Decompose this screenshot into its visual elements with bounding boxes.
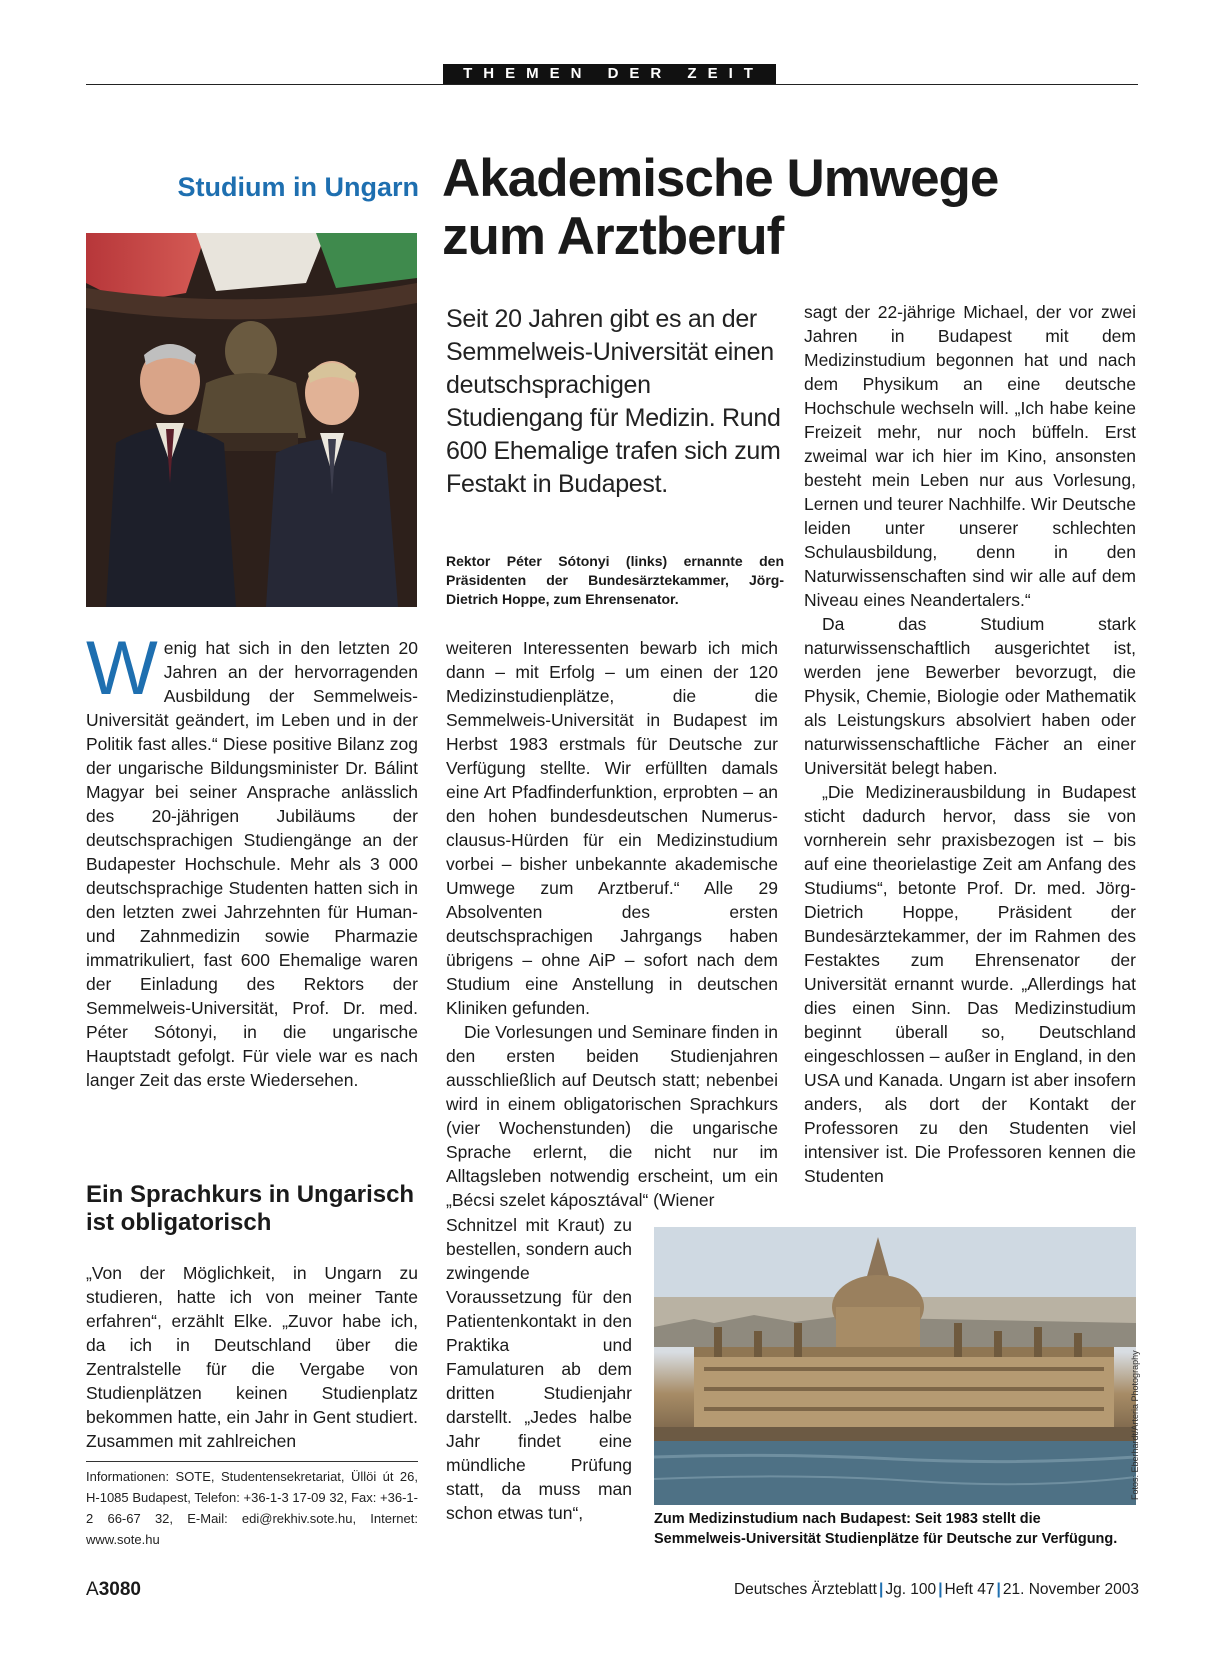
ceremony-photo-illustration (86, 233, 417, 607)
header-rule (86, 84, 1138, 85)
body-column-2-continued (446, 1213, 632, 1525)
subheading-line-1: Ein Sprachkurs in Ungarisch (86, 1181, 415, 1208)
paragraph: Da das Studium stark naturwissenschaftlich ausgerichtet ist, werden jene Bewerber bevorzugt, die Physik, Chemie, Biologie oder Mathematik als Leistungskurs absolviert haben oder naturwissenschaftliche Fächer an einer Universität belegt haben. (804, 614, 1136, 778)
paragraph: Schnitzel mit Kraut) zu bestellen, sondern auch zwingende Voraussetzung für den Patientenkontakt in den Praktika und Famulaturen ab dem dritten Studienjahr darstellt. „Jedes halbe Jahr findet eine mündliche Prüfung statt, da muss man schon etwas tun“, (446, 1215, 632, 1523)
journal-volume: Jg. 100 (885, 1581, 937, 1598)
footer-journal-info (734, 1581, 1139, 1599)
subheading-line-2: ist obligatorisch (86, 1209, 272, 1236)
separator: | (996, 1581, 1001, 1598)
page-number (86, 1579, 141, 1601)
headline-line-2: zum Arztberuf (442, 207, 784, 266)
page-number-value: 3080 (98, 1579, 141, 1600)
ceremony-photo (86, 233, 417, 607)
kicker: Studium in Ungarn (177, 172, 419, 202)
separator: | (938, 1581, 943, 1598)
paragraph: Die Vorlesungen und Seminare finden in den ersten beiden Studienjahren ausschließlich auf Deutsch statt; nebenbei wird in einem obligatorischen Sprachkurs (vier Wochenstunden) die ungarische Sprache erlernt, die nicht nur im Alltagsleben notwendig erscheint, um ein „Bécsi szelet káposztával“ (Wiener (446, 1022, 778, 1210)
body-column-2 (446, 636, 778, 1212)
paragraph: enig hat sich in den letzten 20 Jahren an der hervorragenden Ausbildung der Semmelweis-Universität geändert, im Leben und in der Politik fast alles.“ Diese positive Bilanz zog der ungarische Bildungsminister Dr. Bálint Magyar bei seiner Ansprache anlässlich des 20-jährigen Jubiläums der deutschsprachigen Studiengänge an der Budapester Hochschule. Mehr als 3 000 deutschsprachige Studenten hatten sich in den letzten zwei Jahrzehnten für Human- und Zahnmedizin sowie Pharmazie immatrikuliert, fast 600 Ehemalige waren der Einladung des Rektors der Semmelweis-Universität, Prof. Dr. med. Péter Sótonyi, in die ungarische Hauptstadt gefolgt. Für viele war es nach langer Zeit das erste Wiedersehen. (86, 638, 418, 1090)
paragraph: „Von der Möglichkeit, in Ungarn zu studieren, hatte ich von meiner Tante erfahren“, erzählt Elke. „Zuvor habe ich, da ich in Deutschland über die Zentralstelle für die Vergabe von Studienplätzen keinen Studienplatz bekommen hatte, ein Jahr in Gent studiert. Zusammen mit zahlreichen (86, 1263, 418, 1451)
info-rule (86, 1461, 418, 1462)
section-header: THEMEN DER ZEIT (443, 64, 776, 84)
photo-caption: Rektor Péter Sótonyi (links) ernannte den Präsidenten der Bundesärztekammer, Jörg-Dietrich Hoppe, zum Ehrensenator. (446, 553, 784, 607)
parliament-photo-caption: Zum Medizinstudium nach Budapest: Seit 1983 stellt die Semmelweis-Universität Studienplätze für Deutsche zur Verfügung. (654, 1511, 1118, 1547)
journal-date: 21. November 2003 (1002, 1581, 1139, 1598)
lead-paragraph: Seit 20 Jahren gibt es an der Semmelweis-Universität einen deutschsprachigen Studiengang für Medizin. Rund 600 Ehemalige trafen sich zum Festakt in Budapest. (446, 305, 781, 498)
info-box: Informationen: SOTE, Studentensekretariat, Üllöi út 26, H-1085 Budapest, Telefon: +36-1-3 17-09 32, Fax: +36-1-2 66-67 32, E-Mail: edi@rekhiv.sote.hu, Internet: www.sote.hu (86, 1469, 418, 1547)
headline (442, 150, 1082, 266)
paragraph: „Die Medizinerausbildung in Budapest sticht dadurch hervor, dass sie von vornherein sehr praxisbezogen ist – bis auf eine theorielastige Zeit am Anfang des Studiums“, betonte Prof. Dr. med. Jörg-Dietrich Hoppe, Präsident der Bundesärztekammer, der im Rahmen des Festaktes zum Ehrensenator der Universität ernannt wurde. „Allerdings hat dies einen Sinn. Das Medizinstudium beginnt überall so, Deutschland eingeschlossen – außer in England, in den USA und Kanada. Ungarn ist aber insofern anders, als dort der Kontakt der Professoren zu den Studenten viel intensiver ist. Die Professoren kennen die Studenten (804, 782, 1136, 1186)
parliament-photo-illustration (654, 1227, 1136, 1505)
paragraph: weiteren Interessenten bewarb ich mich dann – mit Erfolg – um einen der 120 Medizinstudienplätze, die die Semmelweis-Universität in Budapest im Herbst 1983 erstmals für Deutsche zur Verfügung stellte. Wir erfüllten damals eine Art Pfadfinderfunktion, erprobten – an den hohen bundesdeutschen Numerus-clausus-Hürden für ein Medizinstudium vorbei – bisher unbekannte akademische Umwege zum Arztberuf.“ Alle 29 Absolventen des ersten deutschsprachigen Jahrgangs haben übrigens – ohne AiP – sofort nach dem Studium eine Anstellung in deutschen Kliniken gefunden. (446, 638, 778, 1018)
body-column-3 (804, 300, 1136, 1188)
paragraph: sagt der 22-jährige Michael, der vor zwei Jahren in Budapest mit dem Medizinstudium begonnen hat und nach dem Physikum an eine deutsche Hochschule wechseln will. „Ich habe keine Freizeit mehr, nur noch büffeln. Erst zweimal war ich hier im Kino, ansonsten besteht mein Leben nur aus Vorlesung, Lernen und teurer Nachhilfe. Wir Deutsche leiden unter unserer schlechten Schulausbildung, denn in den Naturwissenschaften sind wir alle auf dem Niveau eines Neandertalers.“ (804, 302, 1136, 610)
drop-cap: W (86, 626, 158, 711)
body-column-1 (86, 626, 418, 1092)
journal-name: Deutsches Ärzteblatt (733, 1581, 877, 1598)
headline-line-1: Akademische Umwege (442, 149, 999, 208)
parliament-photo (654, 1227, 1136, 1505)
photo-credit: Fotos: Eberhardt/Arteria Photography (1130, 1350, 1140, 1500)
subheading (86, 1181, 418, 1237)
journal-issue: Heft 47 (944, 1581, 995, 1598)
page-prefix: A (86, 1579, 99, 1600)
separator: | (878, 1581, 884, 1598)
body-column-1-continued (86, 1261, 418, 1453)
